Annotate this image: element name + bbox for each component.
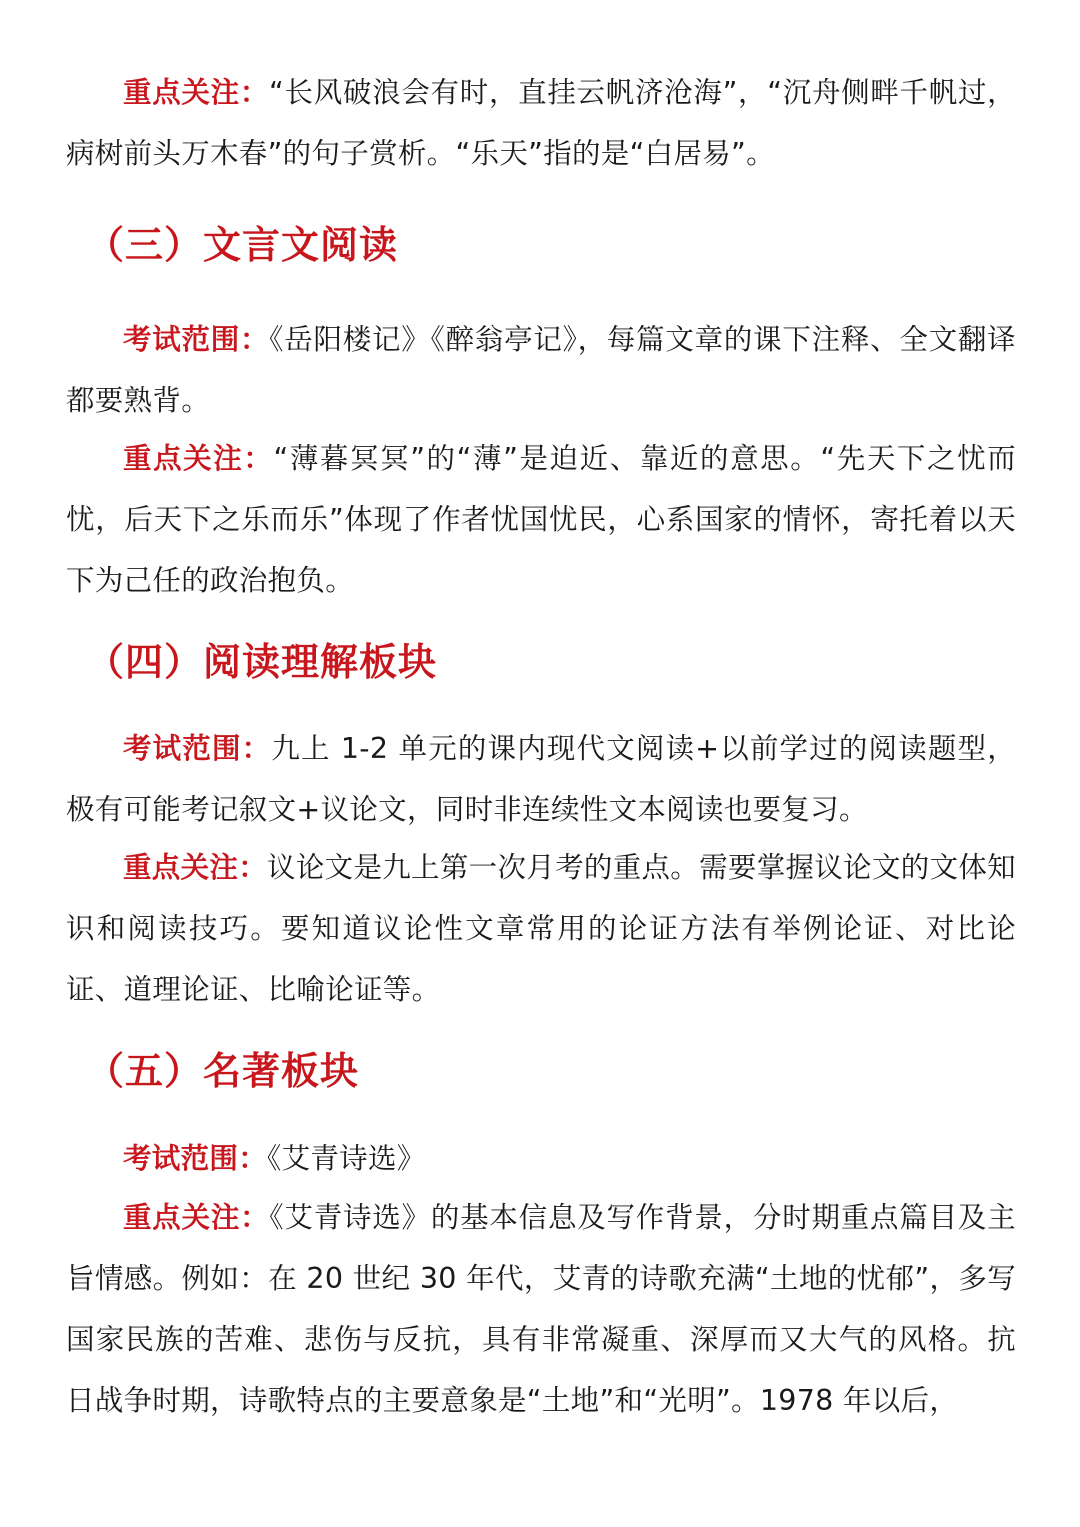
classics-focus-paragraph bbox=[66, 1187, 1016, 1431]
scope-label: 考试范围： bbox=[123, 1142, 268, 1175]
classical-focus-paragraph bbox=[66, 428, 1016, 611]
scope-label: 考试范围： bbox=[123, 323, 270, 356]
focus-label: 重点关注： bbox=[123, 76, 270, 109]
focus-label: 重点关注： bbox=[123, 1201, 270, 1234]
focus-label: 重点关注： bbox=[123, 851, 268, 884]
classics-scope-paragraph bbox=[66, 1128, 1016, 1189]
focus-text: 议论文是九上第一次月考的重点。需要掌握议论文的文体知识和阅读技巧。要知道议论性文章常用的论证方法有举例论证、对比论证、道理论证、比喻论证等。 bbox=[66, 851, 1016, 1006]
focus-label: 重点关注： bbox=[123, 442, 274, 475]
scope-label: 考试范围： bbox=[123, 732, 272, 765]
reading-focus-paragraph bbox=[66, 837, 1016, 1020]
scope-text: 《岳阳楼记》《醉翁亭记》，每篇文章的课下注释、全文翻译都要熟背。 bbox=[66, 323, 1016, 417]
reading-scope-paragraph bbox=[66, 718, 1016, 840]
classical-scope-paragraph bbox=[66, 309, 1016, 431]
focus-text: “长风破浪会有时，直挂云帆济沧海”，“沉舟侧畔千帆过，病树前头万木春”的句子赏析。“乐天”指的是“白居易”。 bbox=[66, 76, 1016, 170]
section-heading-classics: （五）名著板块 bbox=[86, 1049, 360, 1093]
section-heading-classical-chinese: （三）文言文阅读 bbox=[86, 223, 399, 267]
scope-text: 九上 1-2 单元的课内现代文阅读+以前学过的阅读题型，极有可能考记叙文+议论文，同时非连续性文本阅读也要复习。 bbox=[66, 732, 1016, 826]
focus-text: 《艾青诗选》的基本信息及写作背景，分时期重点篇目及主旨情感。例如：在 20 世纪 30 年代，艾青的诗歌充满“土地的忧郁”，多写国家民族的苦难、悲伤与反抗，具有非常凝重、深厚而又大气的风格。抗日战争时期，诗歌特点的主要意象是“土地”和“光明”。1978 年以后， bbox=[66, 1201, 1016, 1417]
focus-text: “薄暮冥冥”的“薄”是迫近、靠近的意思。“先天下之忧而忧，后天下之乐而乐”体现了作者忧国忧民，心系国家的情怀，寄托着以天下为己任的政治抱负。 bbox=[66, 442, 1016, 597]
section-heading-reading-comprehension: （四）阅读理解板块 bbox=[86, 640, 438, 684]
scope-text: 《艾青诗选》 bbox=[267, 1142, 426, 1175]
intro-focus-paragraph bbox=[66, 62, 1016, 184]
